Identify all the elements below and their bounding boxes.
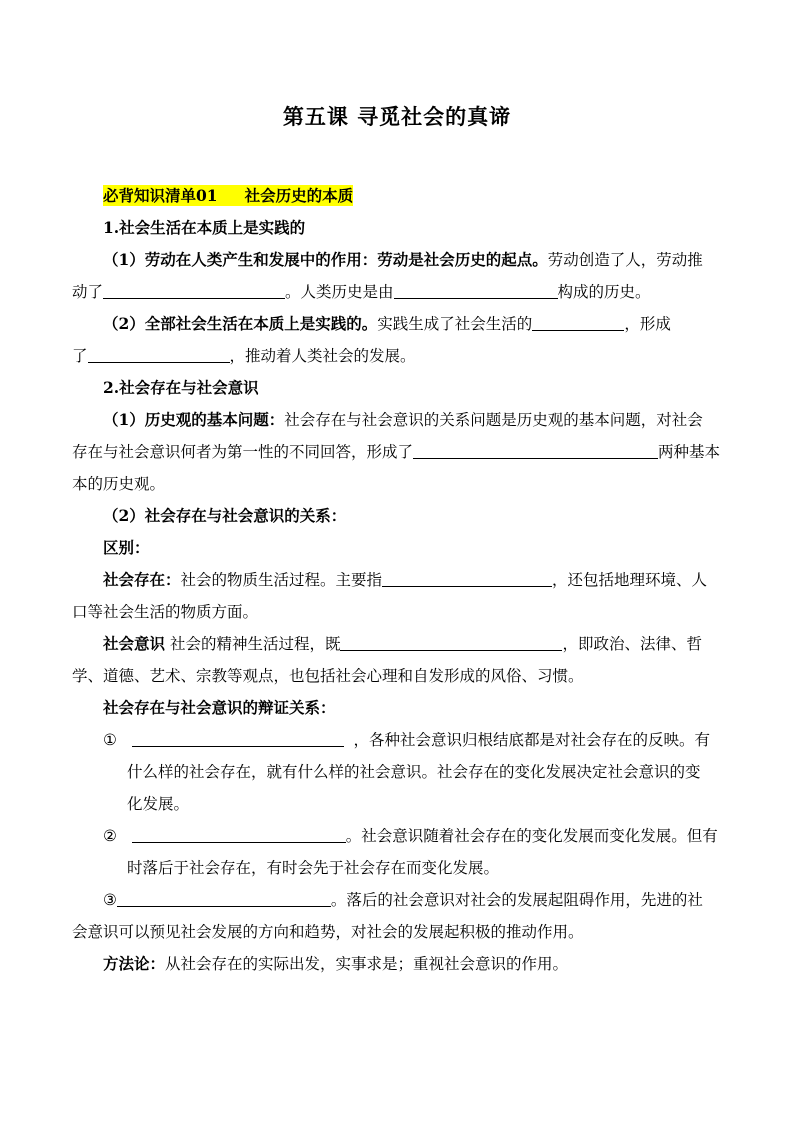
- p1-text-b2: 。人类历史是由: [285, 283, 394, 301]
- blank-field[interactable]: [532, 316, 624, 331]
- p3-text-b2: 两种基本: [658, 443, 721, 461]
- item-3-number: ③: [103, 891, 117, 909]
- paragraph-3-line-3: 本的历史观。: [72, 475, 166, 493]
- p2-text-a2: ，形成: [624, 315, 671, 333]
- item-3-line-1: [103, 890, 753, 910]
- item-3-line-2: 会意识可以预见社会发展的方向和趋势，对社会的发展起积极的推动作用。: [72, 923, 584, 941]
- p2-bold: （2）全部社会生活在本质上是实践的。: [103, 314, 378, 333]
- p9-text-a: 从社会存在的实际出发，实事求是；重视社会意识的作用。: [165, 955, 569, 973]
- paragraph-6-line-2: 口等社会生活的物质方面。: [72, 603, 259, 621]
- p6-text-a2: ，还包括地理环境、人: [552, 571, 708, 589]
- p2-text-a: 实践生成了社会生活的: [377, 315, 533, 333]
- blank-field[interactable]: [132, 828, 346, 843]
- item-3-text-a: 。落后的社会意识对社会的发展起阻碍作用，先进的社: [330, 891, 703, 909]
- paragraph-2-line-1: [103, 314, 753, 334]
- p3-text-a: 社会存在与社会意识的关系问题是历史观的基本问题，对社会: [284, 411, 703, 429]
- item-2-line-1: [103, 826, 753, 846]
- p1-bold: （1）劳动在人类产生和发展中的作用：劳动是社会历史的起点。: [103, 250, 548, 269]
- p7-text-a2: ，即政治、法律、哲: [562, 635, 702, 653]
- blank-field[interactable]: [117, 892, 331, 907]
- paragraph-2-line-2: [72, 346, 722, 366]
- paragraph-8: 社会存在与社会意识的辩证关系：: [103, 698, 336, 717]
- blank-field[interactable]: [103, 284, 285, 299]
- blank-field[interactable]: [413, 444, 658, 459]
- blank-field[interactable]: [394, 284, 558, 299]
- paragraph-5: 区别：: [103, 538, 150, 557]
- section-heading: [103, 186, 753, 206]
- paragraph-4: （2）社会存在与社会意识的关系：: [103, 506, 347, 525]
- blank-field[interactable]: [132, 732, 344, 747]
- item-1-number: ①: [103, 731, 117, 749]
- blank-field[interactable]: [382, 572, 552, 587]
- p1-text-b1: 动了: [72, 283, 104, 301]
- blank-field[interactable]: [88, 348, 230, 363]
- item-1-line-2: 什么样的社会存在，就有什么样的社会意识。社会存在的变化发展决定社会意识的变: [127, 763, 701, 781]
- item-1-line-1: [103, 730, 753, 750]
- paragraph-1-line-1: [103, 250, 722, 270]
- p9-bold: 方法论：: [103, 954, 166, 973]
- section-label: 必背知识清单01: [103, 186, 218, 205]
- p6-text-a: 社会的物质生活过程。主要指: [180, 571, 383, 589]
- paragraph-1-line-2: [72, 282, 722, 302]
- item-2-text-a: 。社会意识随着社会存在的变化发展而变化发展。但有: [345, 827, 718, 845]
- p7-bold: 社会意识: [103, 634, 166, 653]
- paragraph-3-line-1: [103, 410, 753, 430]
- p1-text-a: 劳动创造了人，劳动推: [547, 251, 703, 269]
- item-2-number: ②: [103, 827, 117, 845]
- paragraph-7-line-2: 学、道德、艺术、宗教等观点，也包括社会心理和自发形成的风俗、习惯。: [72, 667, 584, 685]
- item-1-text-a: ，各种社会意识归根结底都是对社会存在的反映。有: [353, 731, 711, 749]
- paragraph-3-line-2: [72, 442, 722, 462]
- p7-text-a: 社会的精神生活过程，既: [165, 635, 341, 653]
- section-topic: 社会历史的本质: [244, 186, 354, 205]
- page-title: 第五课 寻觅社会的真谛: [282, 104, 512, 129]
- p3-bold: （1）历史观的基本问题：: [103, 410, 285, 429]
- heading-2: 2.社会存在与社会意识: [103, 378, 259, 397]
- p3-text-b1: 存在与社会意识何者为第一性的不同回答，形成了: [72, 443, 414, 461]
- blank-field[interactable]: [340, 636, 562, 651]
- p2-text-b1: 了: [72, 347, 88, 365]
- paragraph-7-line-1: [103, 634, 753, 654]
- heading-1: 1.社会生活在本质上是实践的: [103, 218, 306, 237]
- p1-text-b3: 构成的历史。: [557, 283, 651, 301]
- p6-bold: 社会存在：: [103, 570, 181, 589]
- p2-text-b2: ，推动着人类社会的发展。: [229, 347, 416, 365]
- paragraph-6-line-1: [103, 570, 753, 590]
- item-2-line-2: 时落后于社会存在，有时会先于社会存在而变化发展。: [127, 859, 500, 877]
- item-1-line-3: 化发展。: [127, 795, 190, 813]
- paragraph-9: [103, 954, 753, 974]
